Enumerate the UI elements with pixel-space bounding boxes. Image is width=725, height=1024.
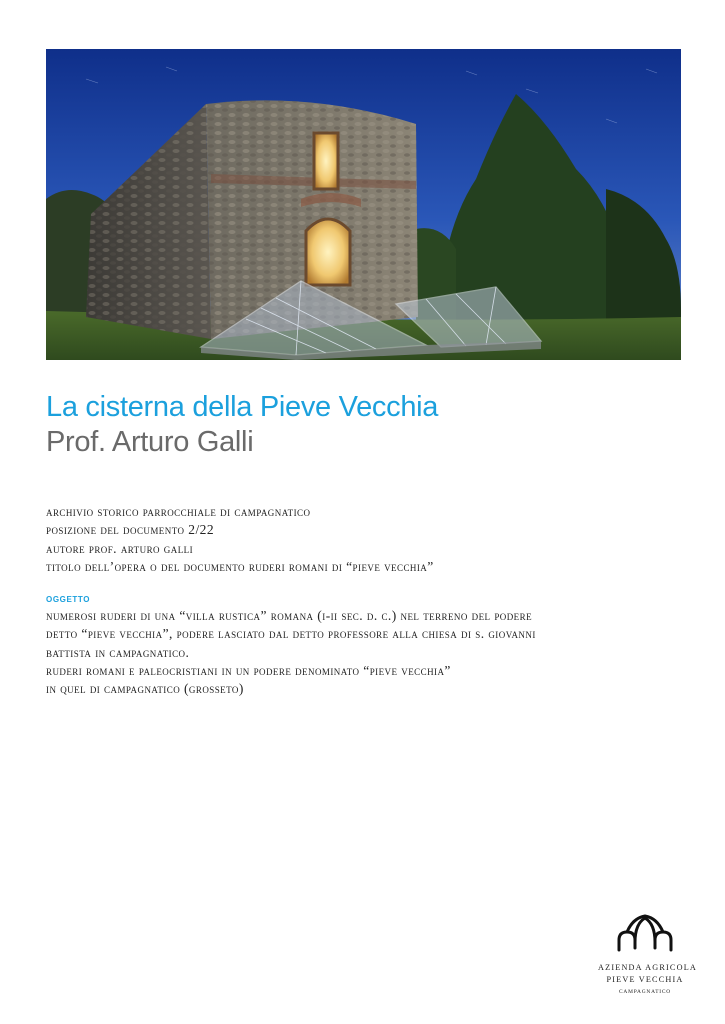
logo-line-3: CAMPAGNATICO	[619, 989, 671, 995]
logo-line-1: AZIENDA AGRICOLA	[598, 963, 698, 972]
oggetto-section	[46, 591, 706, 698]
oggetto-line: battista in campagnatico.	[46, 644, 190, 660]
oggetto-heading: oggetto	[46, 593, 91, 605]
oggetto-line: ruderi romani e paleocristiani in un podere denominato “pieve vecchia”	[46, 662, 451, 678]
arches-icon	[613, 912, 677, 954]
meta-position: posizione del documento 2/22	[46, 522, 215, 538]
cover-photo	[46, 49, 681, 360]
archive-metadata	[46, 503, 686, 576]
meta-work-title: titolo dell’opera o del documento ruderi romani di “pieve vecchia”	[46, 558, 434, 574]
document-title: La cisterna della Pieve Vecchia	[46, 391, 439, 423]
oggetto-line: numerosi ruderi di una “villa rustica” romana (i-ii sec. d. c.) nel terreno del podere	[46, 608, 533, 623]
logo-line-2: PIEVE VECCHIA	[606, 975, 684, 984]
meta-author: autore prof. arturo galli	[46, 540, 194, 556]
document-author: Prof. Arturo Galli	[46, 426, 254, 458]
oggetto-line: in quel di campagnatico (grosseto)	[46, 681, 244, 697]
company-logo	[598, 912, 698, 1002]
meta-archive: archivio storico parrocchiale di campagnatico	[46, 504, 311, 519]
oggetto-line: detto “pieve vecchia”, podere lasciato dal detto professore alla chiesa di s. giovanni	[46, 626, 536, 642]
